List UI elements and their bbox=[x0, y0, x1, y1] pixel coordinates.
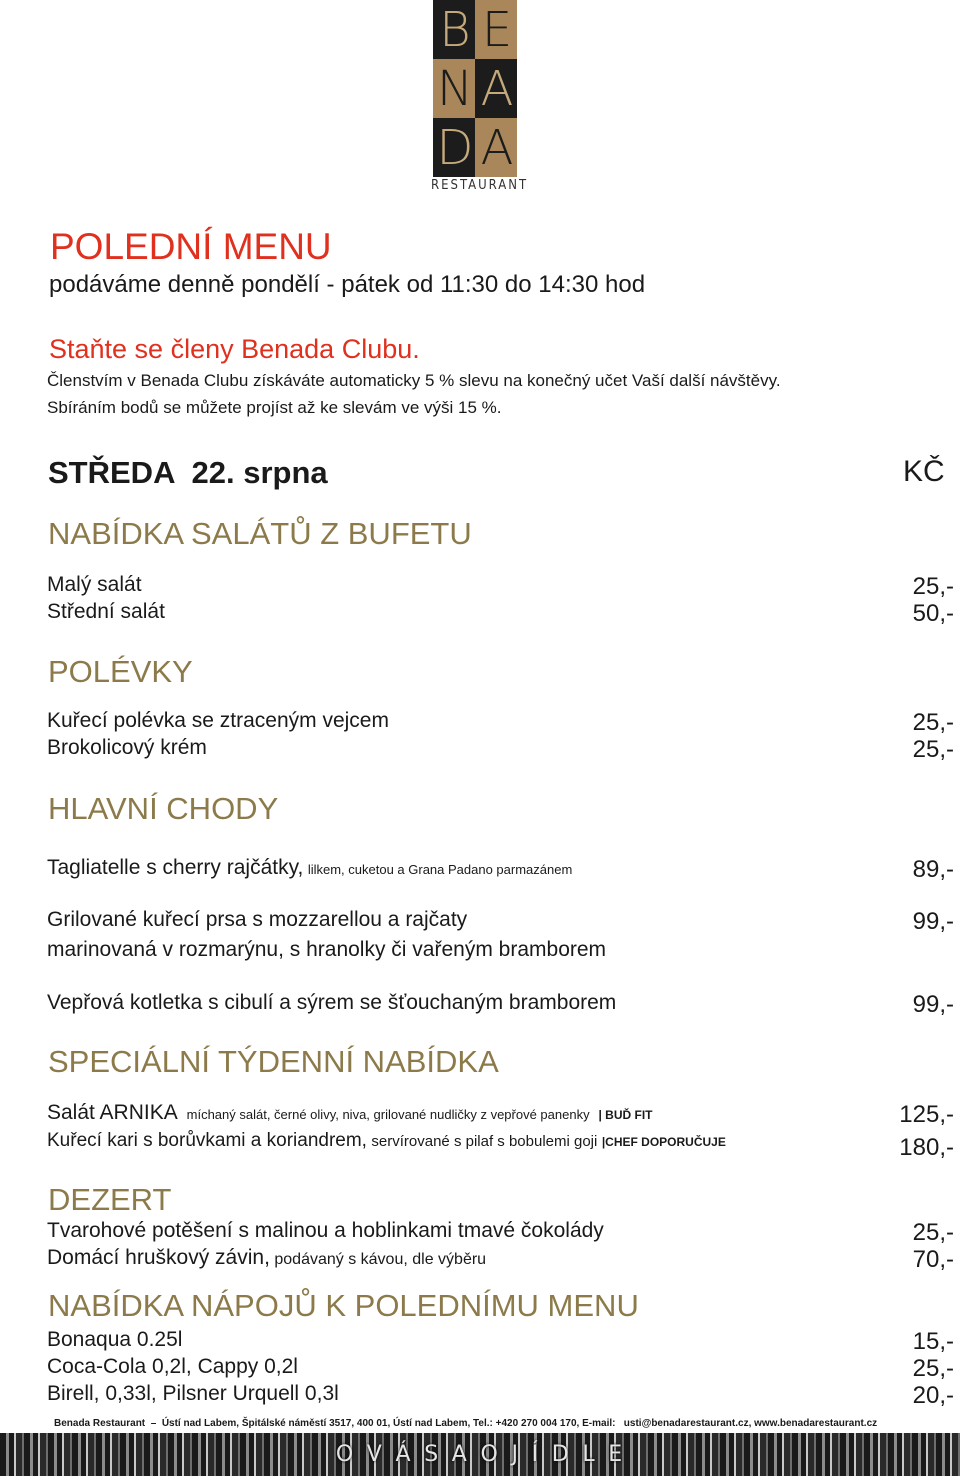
logo-letter: E bbox=[475, 0, 517, 59]
motto-letter: O bbox=[480, 1442, 500, 1467]
item-price: 89,- bbox=[912, 856, 954, 883]
item-price: 20,- bbox=[912, 1382, 954, 1409]
motto-letter: O bbox=[335, 1442, 356, 1467]
item-note: servírované s pilaf s bobulemi goji bbox=[371, 1133, 598, 1150]
logo-letter: N bbox=[433, 59, 475, 118]
item-price: 125,- bbox=[899, 1101, 954, 1128]
item-description: marinovaná v rozmarýnu, s hranolky či vařeným bramborem bbox=[47, 938, 607, 961]
section-title-salads: NABÍDKA SALÁTŮ Z BUFETU bbox=[48, 516, 472, 551]
item-note: podávaný s kávou, dle výběru bbox=[274, 1251, 487, 1268]
item-price: 70,- bbox=[912, 1246, 954, 1273]
menu-item bbox=[47, 856, 954, 884]
item-price: 180,- bbox=[899, 1134, 954, 1161]
logo-letter: A bbox=[475, 59, 517, 118]
menu-item bbox=[47, 908, 954, 962]
club-headline: Staňte se členy Benada Clubu. bbox=[49, 334, 420, 364]
motto-letter: D bbox=[551, 1442, 571, 1467]
item-name: Domácí hruškový závin, bbox=[47, 1246, 270, 1269]
item-price: 15,- bbox=[912, 1328, 954, 1355]
section-title-drinks: NABÍDKA NÁPOJŮ K POLEDNÍMU MENU bbox=[48, 1288, 639, 1323]
motto-letter: V bbox=[366, 1442, 384, 1467]
menu-item bbox=[47, 1328, 954, 1356]
item-name: Tvarohové potěšení s malinou a hoblinkami tmavé čokolády bbox=[47, 1219, 604, 1242]
item-name: Malý salát bbox=[47, 573, 142, 596]
item-note: míchaný salát, černé olivy, niva, grilované nudličky z vepřové panenky bbox=[186, 1107, 590, 1122]
footer-address: Benada Restaurant – Ústí nad Labem, Špitálské náměstí 3517, 400 01, Ústí nad Labem, Tel.: +420 270 004 170, E-mail: usti@benadarestaurant.cz, www.benadarestaurant.cz bbox=[54, 1418, 878, 1429]
menu-item bbox=[47, 1219, 954, 1247]
logo-subtitle: RESTAURANT bbox=[431, 178, 529, 193]
item-note: lilkem, cuketou a Grana Padano parmazánem bbox=[307, 862, 573, 877]
motto-letter: S bbox=[424, 1442, 441, 1467]
menu-item bbox=[47, 1101, 954, 1129]
motto-letter: Í bbox=[531, 1442, 541, 1467]
item-price: 25,- bbox=[912, 573, 954, 600]
club-text-2: Sbíráním bodů se můžete projíst až ke slevám ve výši 15 %. bbox=[47, 398, 502, 417]
menu-item bbox=[47, 600, 954, 628]
opening-hours: podáváme denně pondělí - pátek od 11:30 do 14:30 hod bbox=[49, 271, 646, 298]
item-name: Salát ARNIKA bbox=[47, 1101, 178, 1124]
club-text-1: Členstvím v Benada Clubu získáváte automaticky 5 % slevu na konečný učet Vaší další návštěvy. bbox=[47, 371, 781, 390]
menu-item bbox=[47, 1382, 954, 1410]
item-name: Kuřecí polévka se ztraceným vejcem bbox=[47, 709, 389, 732]
item-name: Coca-Cola 0,2l, Cappy 0,2l bbox=[47, 1355, 298, 1378]
item-tag: | BUĎ FIT bbox=[598, 1108, 653, 1122]
motto-letter: A bbox=[451, 1442, 469, 1467]
menu-item bbox=[47, 1246, 954, 1274]
section-title-dessert: DEZERT bbox=[48, 1182, 172, 1217]
item-price: 25,- bbox=[912, 1219, 954, 1246]
item-tag: |CHEF DOPORUČUJE bbox=[601, 1135, 726, 1149]
logo-letter: A bbox=[475, 118, 517, 177]
item-name: Grilované kuřecí prsa s mozzarellou a rajčaty bbox=[47, 908, 468, 931]
logo-letter: B bbox=[433, 0, 475, 59]
item-price: 25,- bbox=[912, 1355, 954, 1382]
item-price: 25,- bbox=[912, 736, 954, 763]
section-title-special: SPECIÁLNÍ TÝDENNÍ NABÍDKA bbox=[48, 1044, 499, 1079]
item-name: Střední salát bbox=[47, 600, 165, 623]
page-title: POLEDNÍ MENU bbox=[50, 226, 332, 267]
item-name: Birell, 0,33l, Pilsner Urquell 0,3l bbox=[47, 1382, 339, 1405]
motto-letter: J bbox=[511, 1442, 520, 1467]
menu-item bbox=[47, 991, 954, 1019]
item-name: Brokolicový krém bbox=[47, 736, 207, 759]
item-name: Kuřecí kari s borůvkami a koriandrem, bbox=[47, 1130, 367, 1151]
logo-letter: D bbox=[433, 118, 475, 177]
footer-motto bbox=[330, 1433, 630, 1476]
item-price: 50,- bbox=[912, 600, 954, 627]
section-title-soups: POLÉVKY bbox=[48, 654, 193, 689]
item-price: 99,- bbox=[912, 991, 954, 1018]
day-label: STŘEDA 22. srpna bbox=[48, 455, 328, 490]
item-price: 99,- bbox=[912, 908, 954, 935]
motto-letter: L bbox=[582, 1442, 597, 1467]
menu-item bbox=[47, 736, 954, 764]
section-title-mains: HLAVNÍ CHODY bbox=[48, 791, 279, 826]
currency-label: KČ bbox=[903, 455, 945, 488]
item-price: 25,- bbox=[912, 709, 954, 736]
menu-item bbox=[47, 573, 954, 601]
menu-item bbox=[47, 709, 954, 737]
menu-item bbox=[47, 1130, 954, 1162]
item-name: Vepřová kotletka s cibulí a sýrem se šťouchaným bramborem bbox=[47, 991, 617, 1014]
motto-letter: Á bbox=[395, 1442, 413, 1467]
menu-item bbox=[47, 1355, 954, 1383]
motto-letter: E bbox=[608, 1442, 625, 1467]
item-name: Tagliatelle s cherry rajčátky, bbox=[47, 856, 304, 879]
restaurant-logo bbox=[423, 0, 527, 210]
item-name: Bonaqua 0.25l bbox=[47, 1328, 183, 1351]
